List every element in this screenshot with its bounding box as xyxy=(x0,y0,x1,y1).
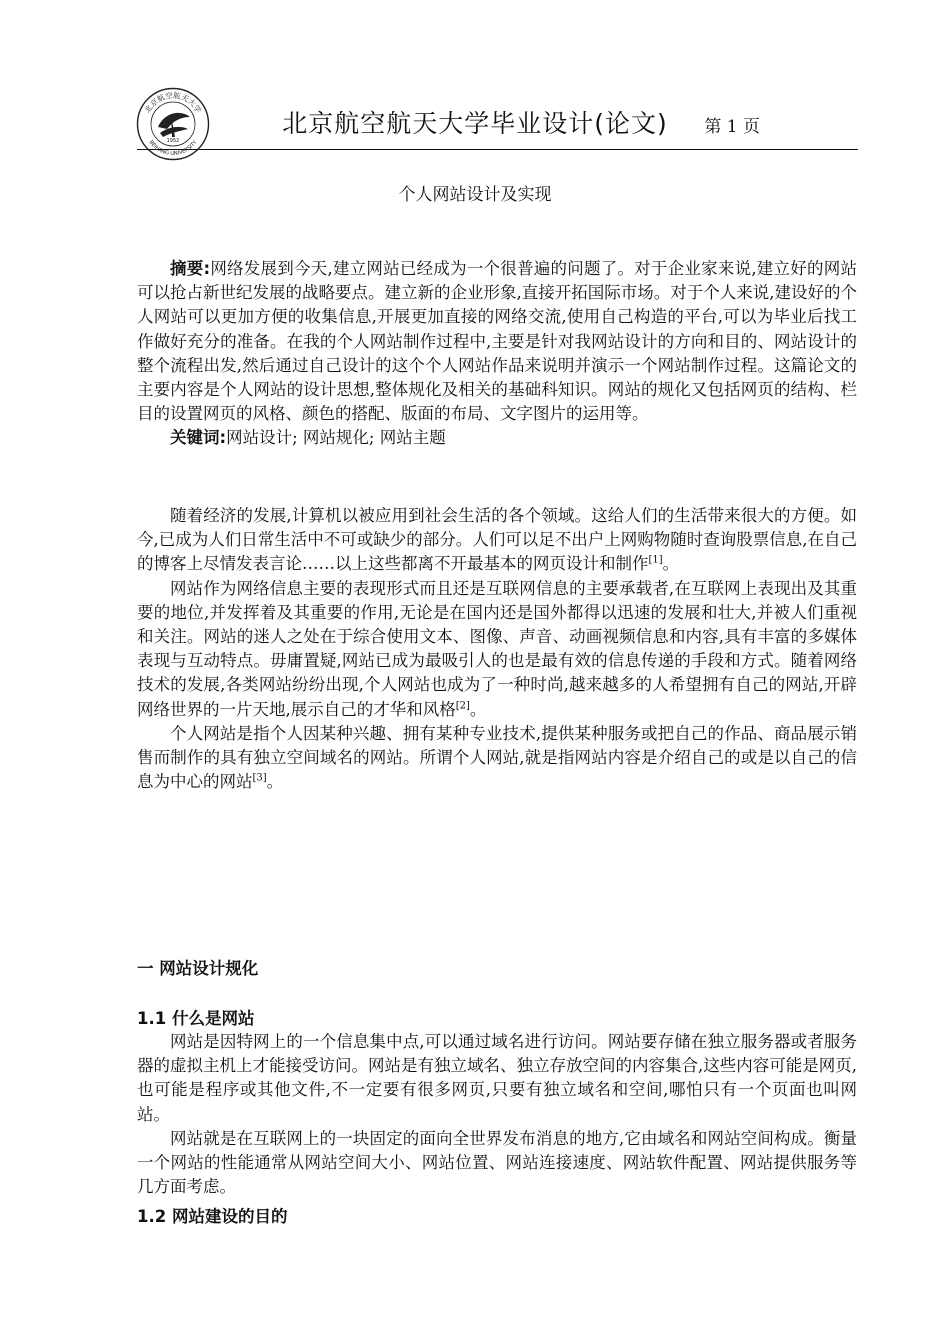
seal-year: 1952 xyxy=(166,138,180,144)
subsection-1-1-paragraph-1: 网站是因特网上的一个信息集中点,可以通过域名进行访问。网站要存储在独立服务器或者服务器的虚拟主机上才能接受访问。网站是有独立域名、独立存放空间的内容集合,这些内容可能是网页,也可能是程序或其他文件,不一定要有很多网页,只要有独立域名和空间,哪怕只有一个页面也叫网站。 xyxy=(137,1032,857,1124)
header-divider xyxy=(137,149,858,150)
citation-2[interactable]: [2] xyxy=(455,700,470,712)
abstract-section xyxy=(137,257,857,451)
keywords-line xyxy=(137,426,857,450)
document-title: 个人网站设计及实现 xyxy=(398,185,552,205)
seal-text-bottom: BEIHANG UNIVERSITY xyxy=(147,139,199,158)
abstract-paragraph xyxy=(137,257,857,426)
intro-paragraph-3: 个人网站是指个人因某种兴趣、拥有某种专业技术,提供某种服务或把自己的作品、商品展示销售而制作的具有独立空间域名的网站。所谓个人网站,就是指网站内容是介绍自己的或是以自己的信息为中心的网站[3]。 xyxy=(137,723,857,792)
citation-3[interactable]: [3] xyxy=(252,772,267,784)
keywords-text: 网站设计; 网站规化; 网站主题 xyxy=(226,428,446,448)
page-number: 第 1 页 xyxy=(704,117,760,137)
section-1-heading: 一 网站设计规化 xyxy=(137,959,259,978)
seal-text-top: 北京航空航天大学 xyxy=(142,90,204,115)
subsection-1-2-heading: 1.2 网站建设的目的 xyxy=(137,1207,288,1226)
subsection-1-1-body xyxy=(137,1030,857,1199)
intro-paragraph-1: 随着经济的发展,计算机以被应用到社会生活的各个领域。这给人们的生活带来很大的方便。如今,已成为人们日常生活中不可或缺少的部分。人们可以足不出户上网购物随时查询股票信息,在自己的博客上尽情发表言论……以上这些都离不开最基本的网页设计和制作[1]。 xyxy=(137,506,857,574)
abstract-label: 摘要: xyxy=(170,259,211,278)
subsection-1-1-heading: 1.1 什么是网站 xyxy=(137,1009,255,1028)
subsection-1-1-paragraph-2: 网站就是在互联网上的一块固定的面向全世界发布消息的地方,它由域名和网站空间构成。衡量一个网站的性能通常从网站空间大小、网站位置、网站连接速度、网站软件配置、网站提供服务等几方面考虑。 xyxy=(137,1128,857,1197)
thesis-header-title: 北京航空航天大学毕业设计(论文) xyxy=(282,109,668,138)
intro-paragraph-2: 网站作为网络信息主要的表现形式而且还是互联网信息的主要承载者,在互联网上表现出及其重要的地位,并发挥着及其重要的作用,无论是在国内还是国外都得以迅速的发展和壮大,并被人们重视和关注。网站的迷人之处在于综合使用文本、图像、声音、动画视频信息和内容,具有丰富的多媒体表现与互动特点。毋庸置疑,网站已成为最吸引人的也是最有效的信息传递的手段和方式。随着网络技术的发展,各类网站纷纷出现,个人网站也成为了一种时尚,越来越多的人希望拥有自己的网站,开辟网络世界的一片天地,展示自己的才华和风格[2]。 xyxy=(137,578,857,719)
keywords-label: 关键词: xyxy=(170,428,227,448)
abstract-text: 网络发展到今天,建立网站已经成为一个很普遍的问题了。对于企业家来说,建立好的网站可以抢占新世纪发展的战略要点。建立新的企业形象,直接开拓国际市场。对于个人来说,建设好的个人网站可以更加方便的收集信息,开展更加直接的网络交流,使用自己构造的平台,可以为毕业后找工作做好充分的准备。在我的个人网站制作过程中,主要是针对我网站设计的方向和目的、网站设计的整个流程出发,然后通过自己设计的这个个人网站作品来说明并演示一个网站制作过程。这篇论文的主要内容是个人网站的设计思想,整体规化及相关的基础科知识。网站的规化又包括网页的结构、栏目的设置网页的风格、颜色的搭配、版面的布局、文字图片的运用等。 xyxy=(137,259,857,424)
introduction-section xyxy=(137,504,857,794)
citation-1[interactable]: [1] xyxy=(648,554,663,566)
